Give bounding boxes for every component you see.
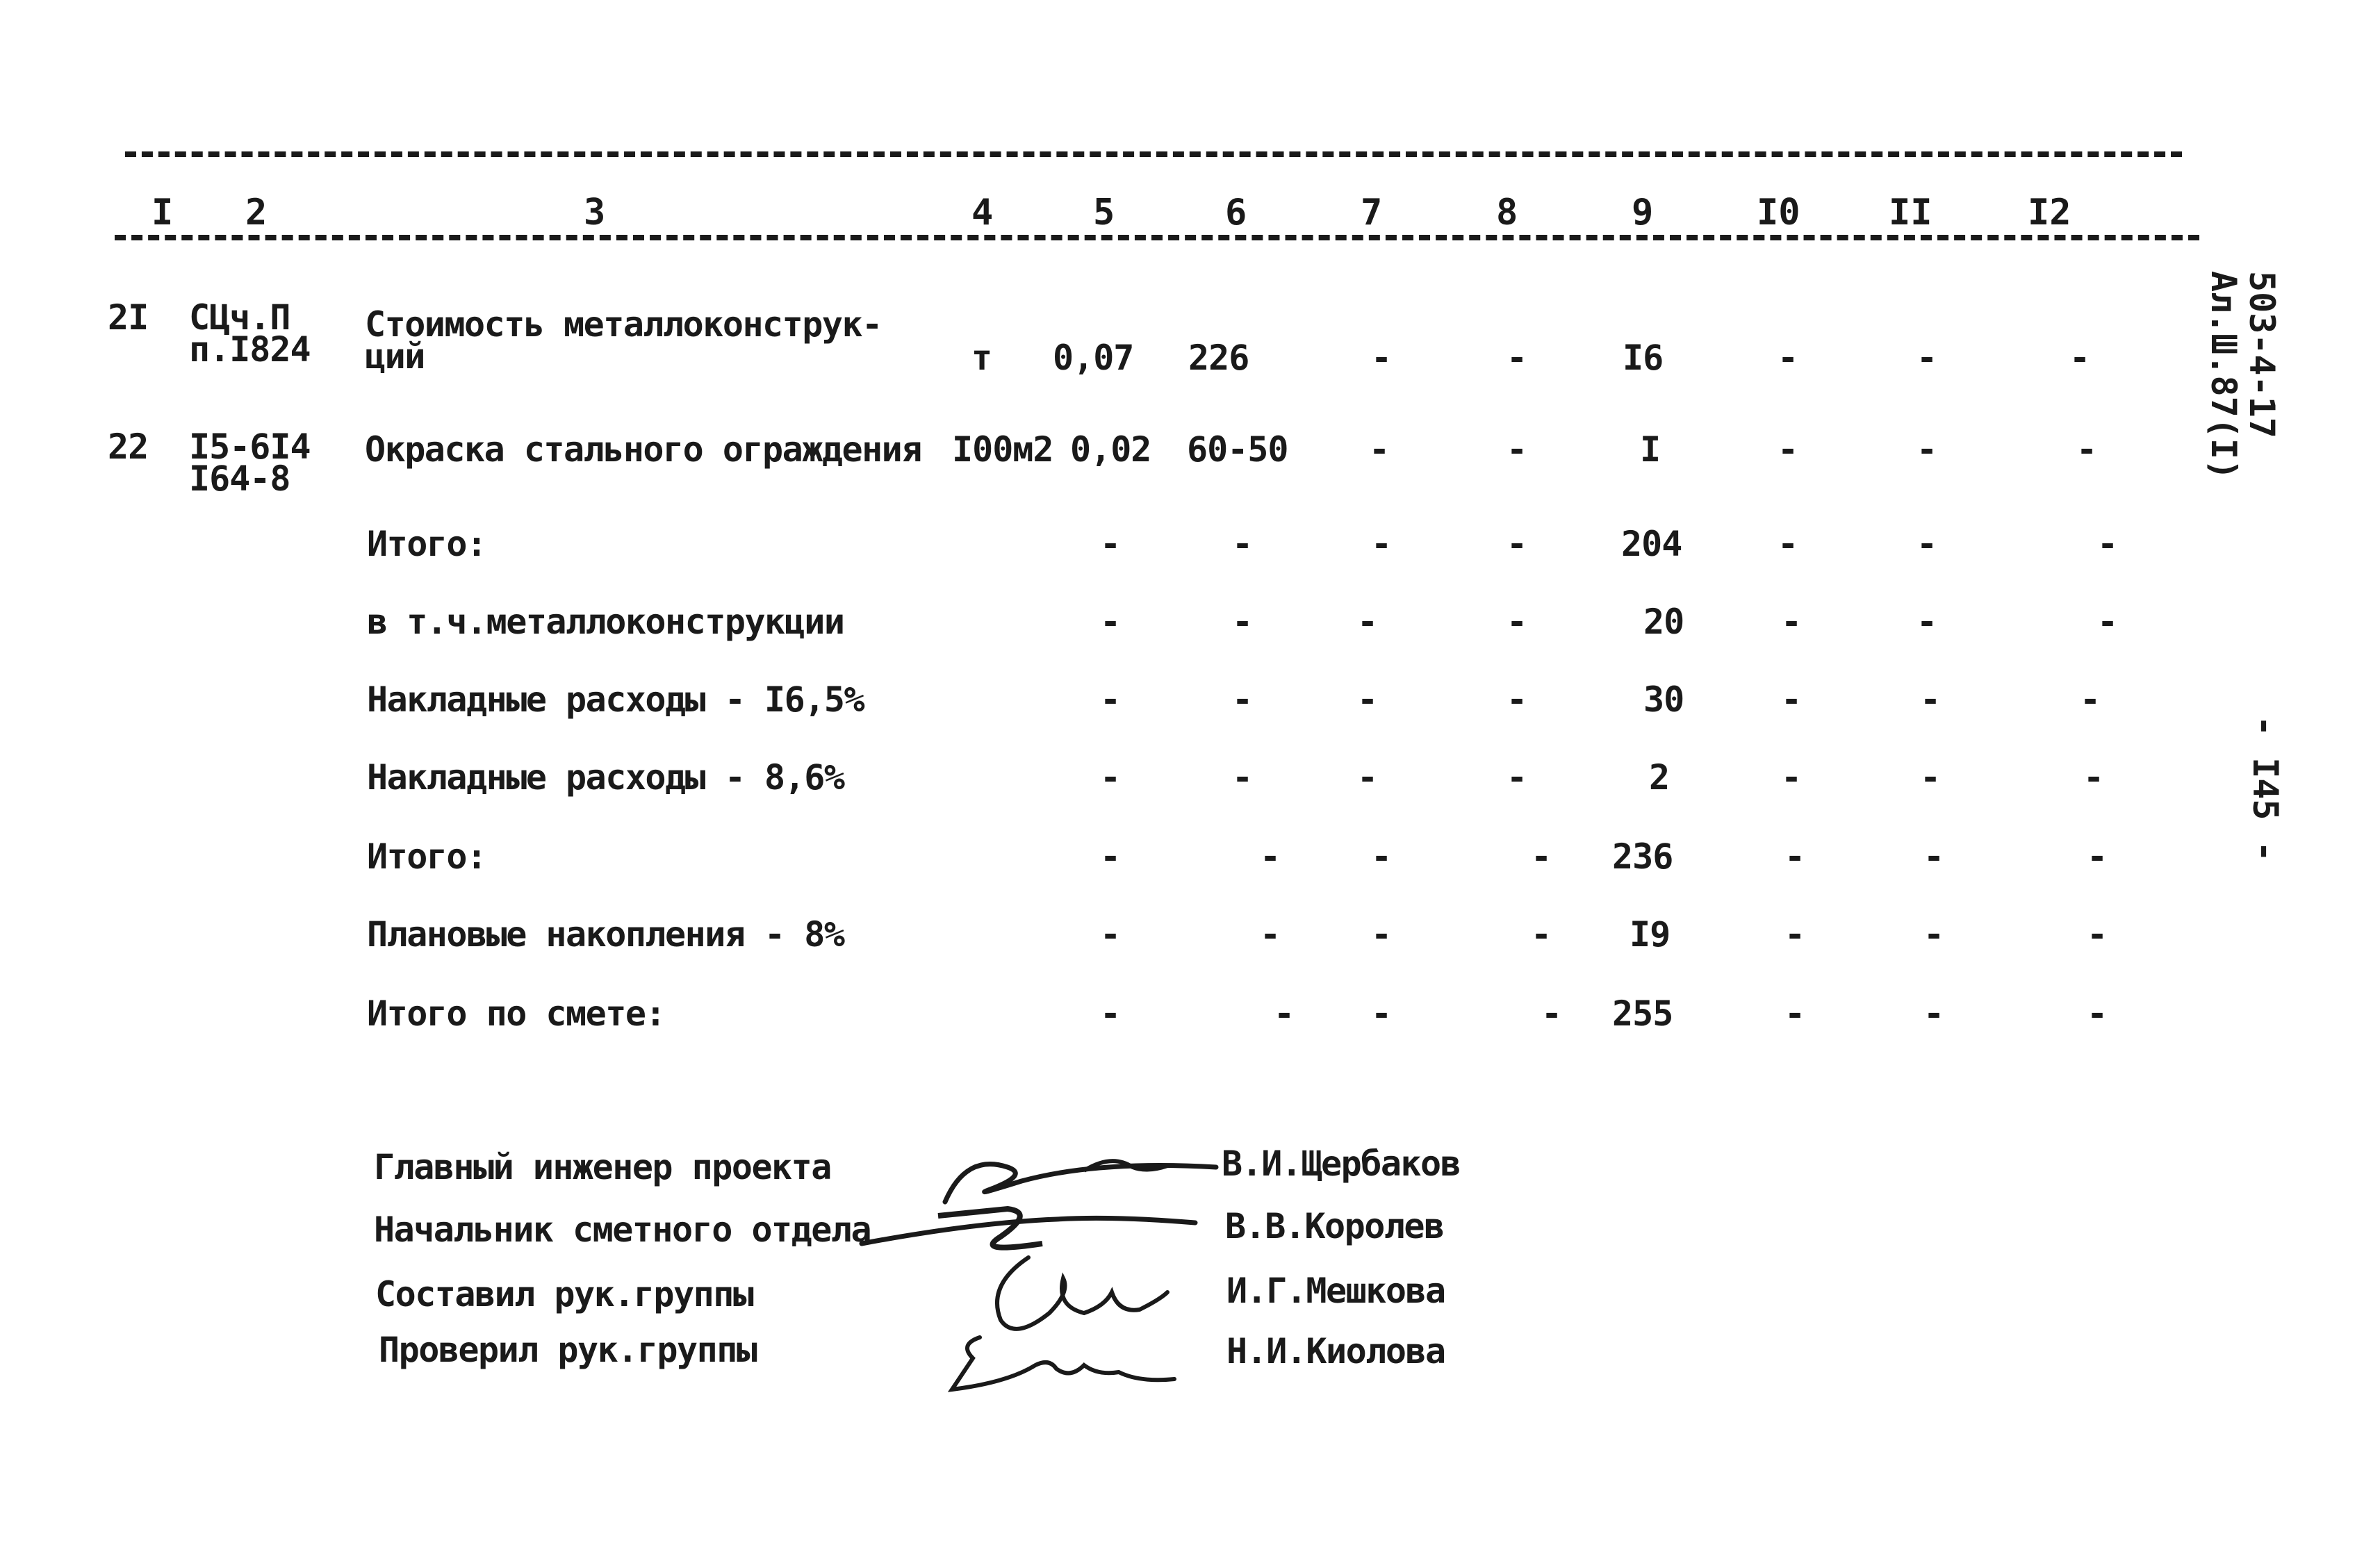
totals-label: Плановые накопления - 8%	[367, 914, 844, 955]
row-description-line-1: Стоимость металлоконструк-	[365, 304, 882, 345]
col-header-11: II	[1889, 192, 1932, 233]
totals-col8: -	[1507, 602, 1527, 642]
totals-label: в т.ч.металлоконструкции	[367, 602, 844, 642]
totals-col7: -	[1371, 524, 1392, 564]
signature-name: В.В.Королев	[1225, 1206, 1444, 1246]
signature-name: Н.И.Киолова	[1226, 1331, 1445, 1371]
col-header-2: 2	[245, 192, 268, 233]
totals-col12: -	[2097, 602, 2118, 642]
row-col7: -	[1369, 429, 1390, 470]
signature-title: Проверил рук.группы	[379, 1330, 757, 1370]
totals-col6: -	[1274, 993, 1295, 1034]
totals-col12: -	[2097, 524, 2118, 564]
handwritten-signature	[938, 1323, 1188, 1400]
totals-col11: -	[1920, 679, 1941, 720]
totals-col9: I9	[1630, 914, 1671, 955]
signature-title: Составил рук.группы	[375, 1274, 753, 1314]
row-unit-price: 226	[1188, 338, 1249, 378]
row-code-line-1: СЦч.П	[189, 297, 290, 338]
row-col12: -	[2076, 429, 2097, 470]
totals-col10: -	[1781, 602, 1802, 642]
totals-col5: -	[1100, 757, 1121, 798]
row-unit-price: 60-50	[1187, 429, 1288, 470]
row-total: I6	[1623, 338, 1664, 378]
col-header-12: I2	[2028, 192, 2071, 233]
col-header-7: 7	[1361, 192, 1383, 233]
row-col10: -	[1778, 338, 1798, 378]
totals-col5: -	[1100, 524, 1121, 564]
totals-label: Итого по смете:	[367, 993, 666, 1034]
row-unit: т	[971, 338, 992, 378]
row-col8: -	[1507, 338, 1527, 378]
totals-col8: -	[1507, 679, 1527, 720]
totals-col9: 20	[1643, 602, 1684, 642]
totals-col6: -	[1232, 679, 1253, 720]
totals-col8: -	[1507, 757, 1527, 798]
row-col12: -	[2069, 338, 2090, 378]
side-reference-line-1: 503-4-17	[2242, 271, 2282, 438]
totals-col6: -	[1232, 602, 1253, 642]
totals-col12: -	[2087, 914, 2108, 955]
row-code-line-2: I64-8	[189, 459, 290, 499]
row-total: I	[1640, 429, 1661, 470]
totals-col11: -	[1920, 757, 1941, 798]
col-header-3: 3	[584, 192, 606, 233]
totals-col7: -	[1371, 993, 1392, 1034]
row-code-line-2: п.I824	[189, 329, 311, 370]
totals-col8: -	[1531, 914, 1552, 955]
totals-col8: -	[1507, 524, 1527, 564]
totals-label: Итого:	[367, 836, 486, 877]
totals-col5: -	[1100, 836, 1121, 877]
totals-col7: -	[1371, 836, 1392, 877]
totals-col10: -	[1781, 757, 1802, 798]
totals-col10: -	[1784, 993, 1805, 1034]
totals-col9: 2	[1649, 757, 1670, 798]
totals-col8: -	[1531, 836, 1552, 877]
signature-title: Начальник сметного отдела	[374, 1210, 871, 1250]
row-col11: -	[1917, 338, 1937, 378]
signature-name: И.Г.Мешкова	[1226, 1271, 1445, 1311]
totals-col8: -	[1541, 993, 1562, 1034]
row-description-line-1: Окраска стального ограждения	[365, 429, 921, 470]
totals-col5: -	[1100, 914, 1121, 955]
totals-col9: 204	[1621, 524, 1682, 564]
totals-label: Итого:	[367, 524, 486, 564]
totals-col11: -	[1923, 836, 1944, 877]
totals-col6: -	[1232, 524, 1253, 564]
totals-col6: -	[1232, 757, 1253, 798]
totals-col10: -	[1781, 679, 1802, 720]
totals-label: Накладные расходы - I6,5%	[367, 679, 864, 720]
totals-col7: -	[1357, 757, 1378, 798]
page-number: - I45 -	[2245, 716, 2285, 862]
totals-col7: -	[1357, 679, 1378, 720]
row-col10: -	[1778, 429, 1798, 470]
totals-col12: -	[2087, 993, 2108, 1034]
col-header-4: 4	[971, 192, 994, 233]
row-quantity: 0,07	[1053, 338, 1134, 378]
col-header-10: I0	[1757, 192, 1800, 233]
row-col8: -	[1507, 429, 1527, 470]
col-header-8: 8	[1496, 192, 1518, 233]
totals-col12: -	[2087, 836, 2108, 877]
row-unit: I00м2	[952, 429, 1053, 470]
totals-col7: -	[1371, 914, 1392, 955]
row-number: 22	[108, 427, 149, 467]
totals-col11: -	[1917, 602, 1937, 642]
signature-title: Главный инженер проекта	[374, 1147, 831, 1187]
totals-col6: -	[1260, 914, 1281, 955]
totals-label: Накладные расходы - 8,6%	[367, 757, 844, 798]
row-description-line-2: ций	[365, 336, 425, 377]
row-col11: -	[1917, 429, 1937, 470]
totals-col12: -	[2080, 679, 2101, 720]
totals-col5: -	[1100, 679, 1121, 720]
row-col7: -	[1371, 338, 1392, 378]
totals-col6: -	[1260, 836, 1281, 877]
totals-col10: -	[1784, 914, 1805, 955]
totals-col10: -	[1778, 524, 1798, 564]
totals-col11: -	[1917, 524, 1937, 564]
totals-col7: -	[1357, 602, 1378, 642]
totals-col11: -	[1923, 914, 1944, 955]
col-header-9: 9	[1632, 192, 1654, 233]
row-number: 2I	[108, 297, 149, 338]
top-dashed-rule	[125, 151, 2182, 157]
row-code-line-1: I5-6I4	[189, 427, 311, 467]
signature-name: В.И.Щербаков	[1222, 1144, 1461, 1184]
col-header-6: 6	[1225, 192, 1247, 233]
col-header-5: 5	[1093, 192, 1115, 233]
totals-col5: -	[1100, 602, 1121, 642]
totals-col5: -	[1100, 993, 1121, 1034]
totals-col10: -	[1784, 836, 1805, 877]
row-quantity: 0,02	[1070, 429, 1151, 470]
col-header-1: I	[151, 192, 174, 233]
totals-col11: -	[1923, 993, 1944, 1034]
side-reference-line-2: Ал.Ш.87(I)	[2203, 271, 2244, 481]
totals-col9: 255	[1612, 993, 1673, 1034]
totals-col12: -	[2083, 757, 2104, 798]
totals-col9: 30	[1643, 679, 1684, 720]
header-dashed-rule	[115, 235, 2199, 240]
totals-col9: 236	[1612, 836, 1673, 877]
